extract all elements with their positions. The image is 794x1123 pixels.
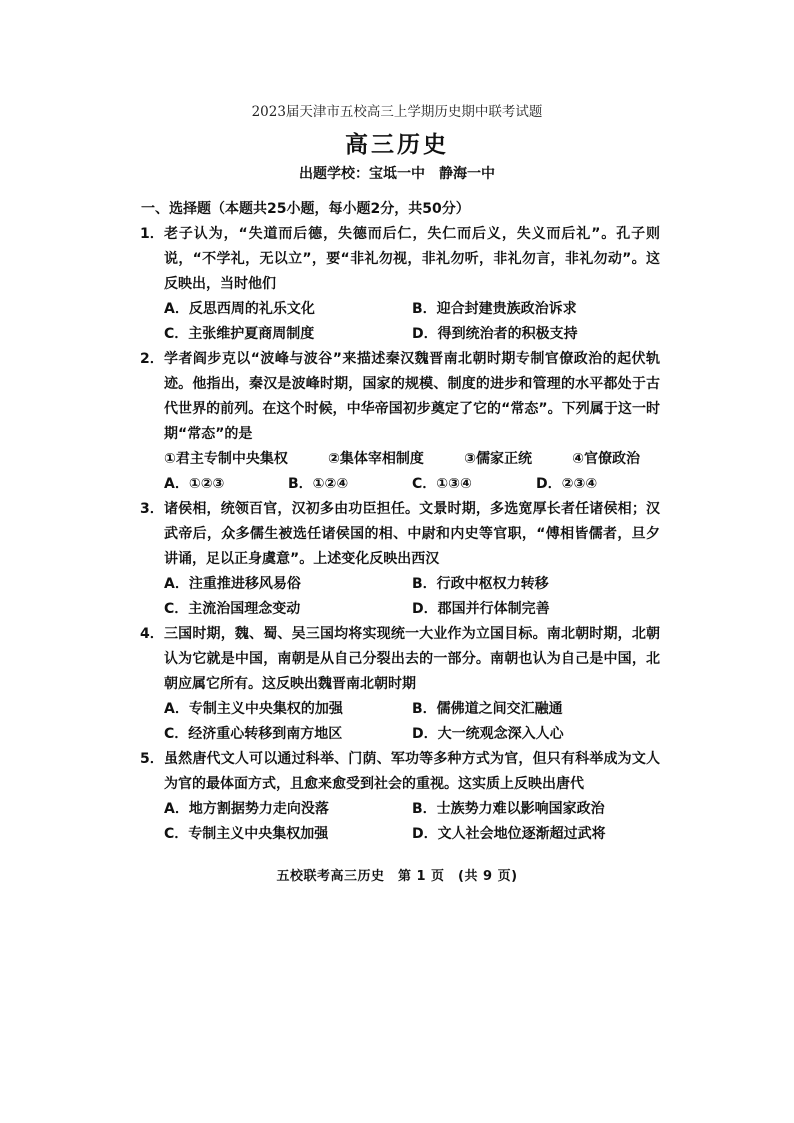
question-stem: 老子认为，“失道而后德，失德而后仁，失仁而后义，失义而后礼”。孔子则说，“不学礼，无以立”，要“非礼勿视，非礼勿听，非礼勿言，非礼勿动”。这反映出，当时他们 — [164, 226, 660, 292]
question-2 — [140, 347, 660, 497]
question-5 — [140, 747, 660, 847]
question-number: 4． — [140, 626, 164, 642]
option-b: B．行政中枢权力转移 — [412, 576, 549, 592]
statement-4: ④官僚政治 — [572, 451, 640, 467]
option-d: D．得到统治者的积极支持 — [412, 326, 578, 342]
question-stem: 诸侯相，统领百官，汉初多由功臣担任。文景时期，多选宽厚长者任诸侯相；汉武帝后，众多儒生被选任诸侯国的相、中尉和内史等官职，“傅相皆儒者，旦夕讲诵，足以正身虞意”。上述变化反映出西汉 — [164, 501, 660, 567]
option-group — [164, 697, 660, 747]
option-c: C．主张维护夏商周制度 — [164, 326, 315, 342]
option-group — [164, 572, 660, 622]
page-footer: 五校联考高三历史 第 1 页 (共 9 页) — [276, 869, 518, 884]
page-title: 高三历史 — [345, 132, 449, 158]
question-3 — [140, 497, 660, 622]
option-b: B．①②④ — [288, 476, 349, 492]
option-a: A．专制主义中央集权的加强 — [164, 701, 343, 717]
option-c: C．主流治国理念变动 — [164, 601, 301, 617]
option-d: D．文人社会地位逐渐超过武将 — [412, 826, 606, 842]
option-d: D．②③④ — [536, 476, 598, 492]
question-number: 2． — [140, 351, 164, 367]
question-1 — [140, 222, 660, 347]
option-c: C．专制主义中央集权加强 — [164, 826, 329, 842]
option-group — [164, 797, 660, 847]
question-stem: 虽然唐代文人可以通过科举、门荫、军功等多种方式为官，但只有科举成为文人为官的最体面方式，且愈来愈受到社会的重视。这实质上反映出唐代 — [164, 751, 660, 792]
section-heading: 一、选择题（本题共25小题，每小题2分，共50分） — [141, 201, 470, 217]
option-a: A．①②③ — [164, 476, 225, 492]
question-list — [140, 197, 660, 847]
question-number: 5． — [140, 751, 164, 767]
option-group — [164, 472, 660, 497]
exam-supertitle: 2023届天津市五校高三上学期历史期中联考试题 — [251, 104, 543, 120]
option-c: C．经济重心转移到南方地区 — [164, 726, 343, 742]
statement-1: ①君主专制中央集权 — [164, 451, 288, 467]
question-number: 3． — [140, 501, 164, 517]
question-4 — [140, 622, 660, 747]
question-stem: 三国时期，魏、蜀、吴三国均将实现统一大业作为立国目标。南北朝时期，北朝认为它就是中国，南朝是从自己分裂出去的一部分。南朝也认为自己是中国，北朝应属它所有。这反映出魏晋南北朝时期 — [164, 626, 660, 692]
option-b: B．士族势力难以影响国家政治 — [412, 801, 605, 817]
question-stem: 学者阎步克以“波峰与波谷”来描述秦汉魏晋南北朝时期专制官僚政治的起伏轨迹。他指出，秦汉是波峰时期，国家的规模、制度的进步和管理的水平都处于古代世界的前列。在这个时候，中华帝国初步奠定了它的“常态”。下列属于这一时期“常态”的是 — [164, 351, 660, 442]
option-a: A．注重推进移风易俗 — [164, 576, 301, 592]
option-group — [164, 297, 660, 347]
option-d: D．大一统观念深入人心 — [412, 726, 564, 742]
statement-3: ③儒家正统 — [464, 451, 532, 467]
question-number: 1． — [140, 226, 164, 242]
option-d: D．郡国并行体制完善 — [412, 601, 550, 617]
option-a: A．地方割据势力走向没落 — [164, 801, 329, 817]
statement-2: ②集体宰相制度 — [328, 451, 424, 467]
option-b: B．迎合封建贵族政治诉求 — [412, 301, 577, 317]
school-line: 出题学校：宝坻一中 静海一中 — [299, 166, 495, 182]
option-b: B．儒佛道之间交汇融通 — [412, 701, 563, 717]
statement-group — [164, 447, 660, 472]
option-a: A．反思西周的礼乐文化 — [164, 301, 315, 317]
option-c: C．①③④ — [412, 476, 472, 492]
